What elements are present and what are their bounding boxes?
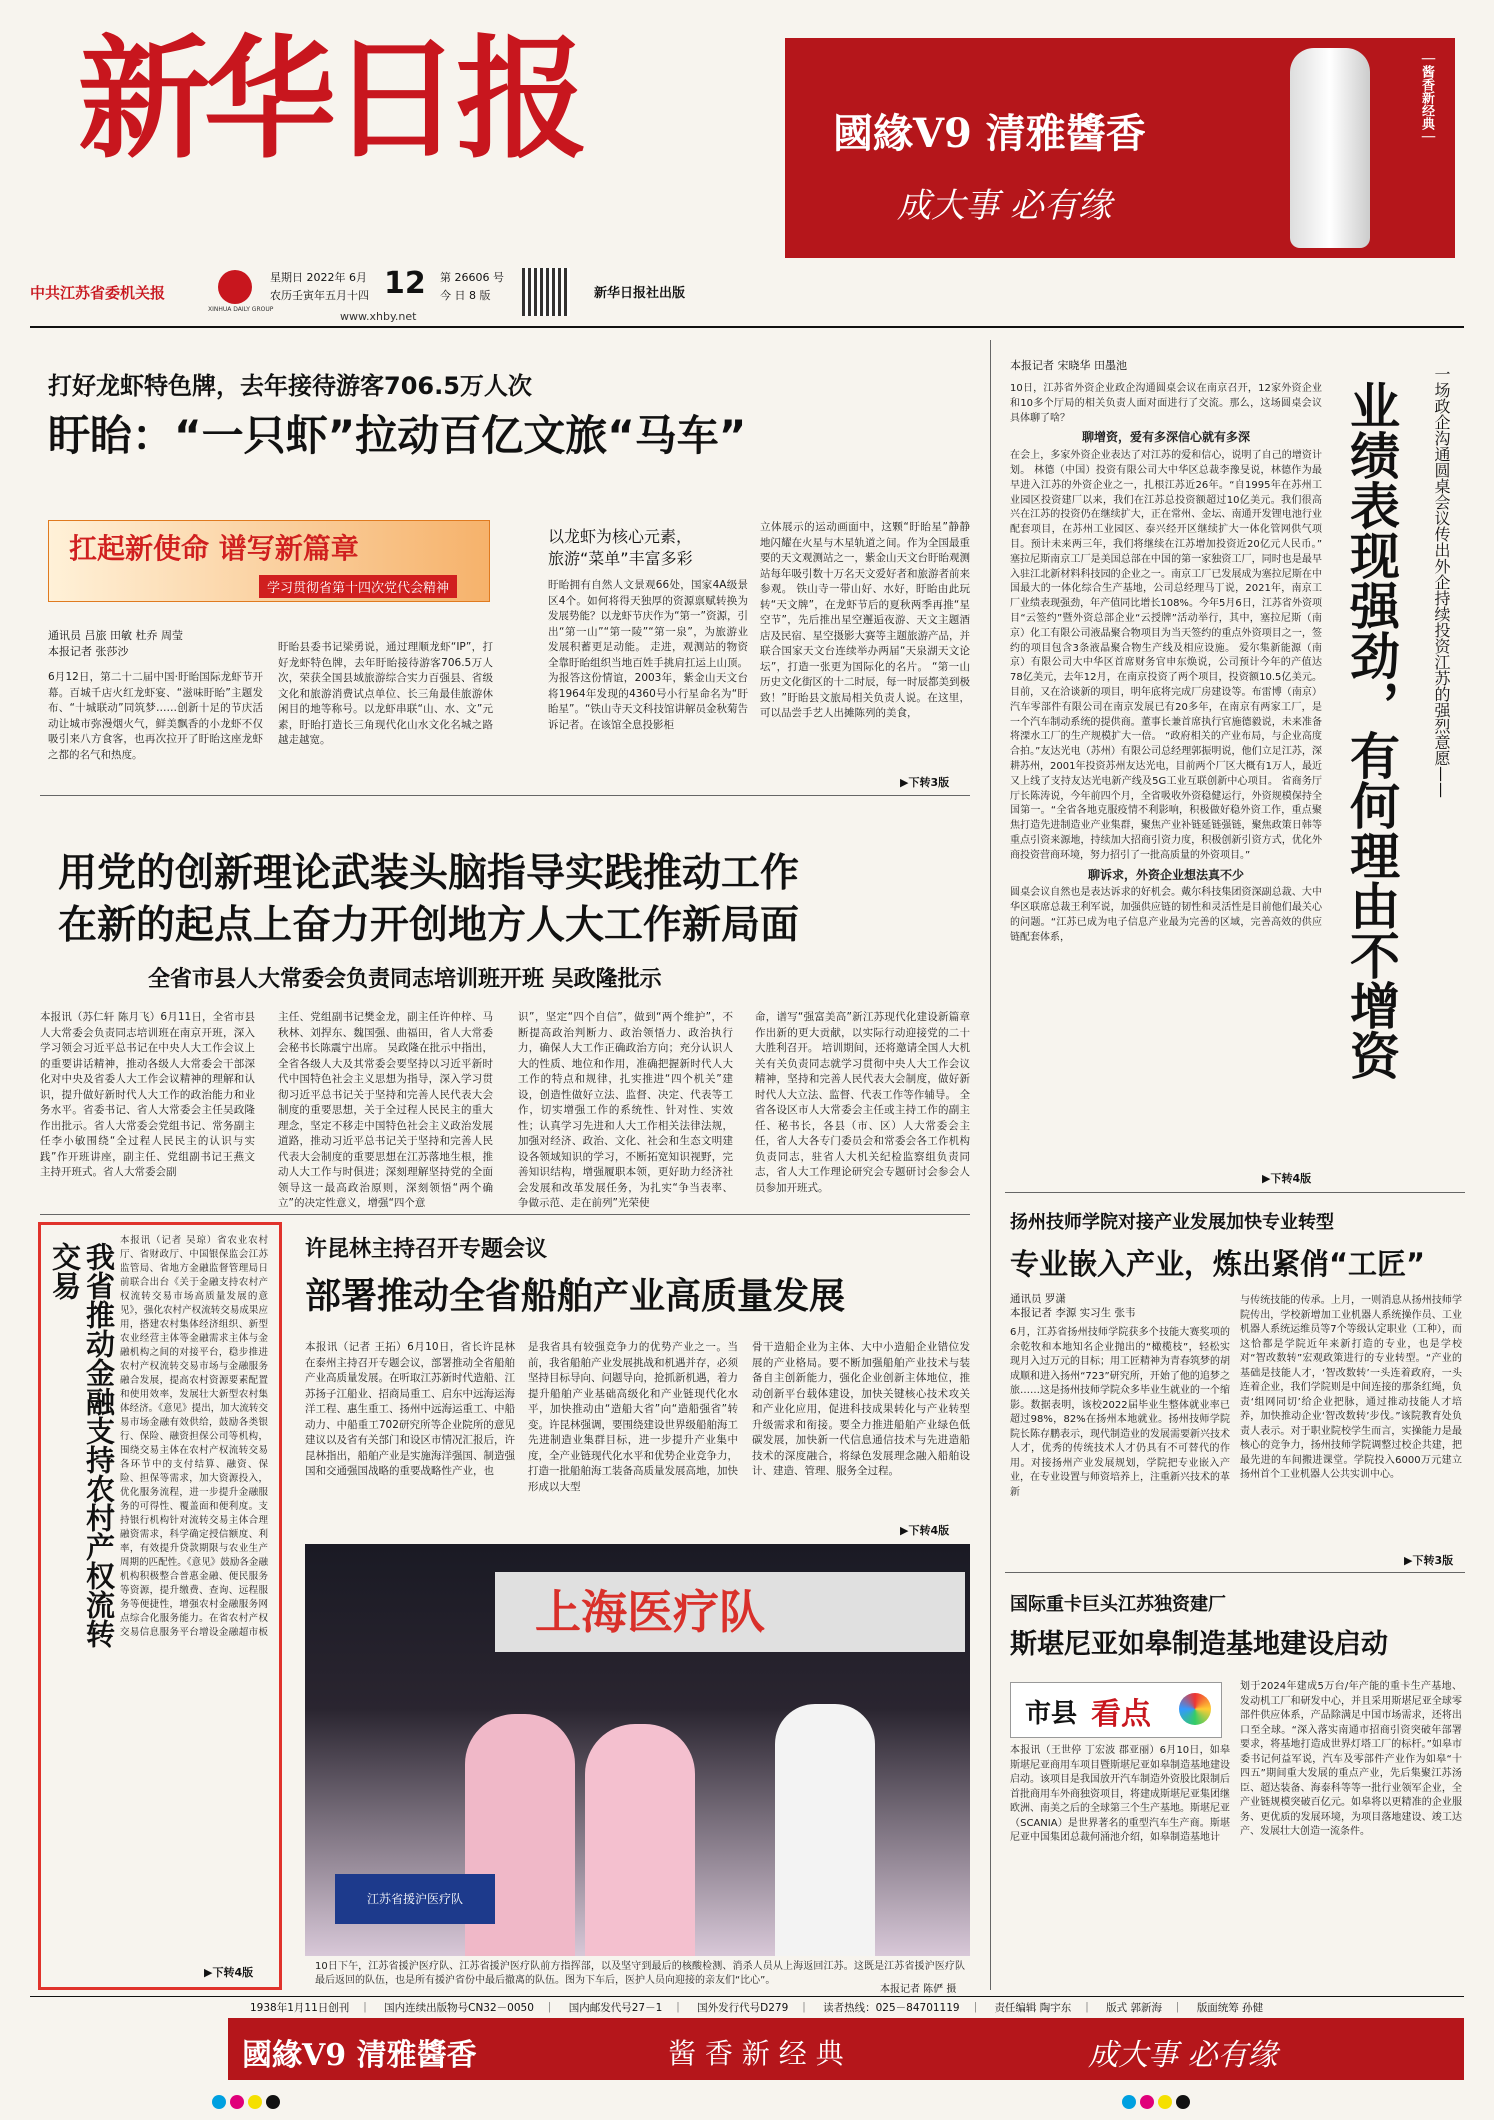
ship-headline: 部署推动全省船舶产业高质量发展 xyxy=(305,1276,846,1317)
ad-brand: 國緣V9 清雅醬香 xyxy=(833,110,1146,157)
ship-c3: 骨干造船企业为主体、大中小造船企业错位发展的产业格局。要不断加强船舶产业技术与装备自主创新能力，强化企业创新主体地位，推动创新平台载体建设，加快关键核心技术攻关和产业化应用，促进科技成果转化与产业转型升级需求和衔接。要全力推进船舶产业绿色低碳发展，加快新一代信息通信技术与先进造船技术的深度融合，将绿色发展理念融入船舶设计、建造、管理、服务全过程。 xyxy=(752,1341,970,1477)
finance-text-a: 本报讯（记者 吴琼）省农业农村厅、省财政厅、中国银保监会江苏监管局、省地方金融监督管理局日前联合出台《关于金融支持农村产权流转交易市场高质量发展的意见》，强化农村产权流转交易成果应用，搭建农村集体经济组织、新型农业经营主体等金融需求主体与金融机构之间的对接平台，稳步推进农村产权流转交易市场与金融服务融合发展，提高农村资源要素配置和使用效率，发展壮大新型农村集体经济。《意见》提出，加大流转交易市场金融有效供给，鼓励各类银行、保险、融资担保公司等机构，围绕交易主体在农村产权流转交易各环节中的支付结算、融资、保险、担保等需求，加大资源投入，优化服务流程，进一步提升金融服务的可得性、覆盖面和便利度。支持银行机构针对流转交易主体合理融资需求，科学确定授信额度、利率，有效提升贷款期限与农业生产周期的匹配性。《意见》鼓励各金融机构积极整合普惠金融、便民服务等资源，提升缴费、查询、远程服务等便捷性，增强农村金融服务网点综合化服务能力。在省农村产权交易信息服务平台增设金融超市板 xyxy=(120,1235,268,1638)
party-congress-banner xyxy=(48,520,490,602)
foreign-p8: 圆桌会议自然也是表达诉求的好机会。戴尔科技集团资深副总裁、大中华区联席总裁王利军说，加强供应链的韧性和灵活性是目前他们最关心的问题。“江苏已成为电子信息产业最为完善的区域，完善高效的供应链配套体系， xyxy=(1010,887,1322,943)
cyan-mark xyxy=(212,2095,226,2109)
date-day: 12 xyxy=(384,266,426,301)
finance-vertical-title: 我省推动金融支持农村产权流转交易 xyxy=(48,1242,116,1648)
foreign-p3: 林德（中国）投资有限公司大中华区总裁李豫旻说，林德作为最早进入江苏的外资企业之一，扎根江苏近26年。“自1995年在苏州工业园区投资建厂以来，我们在江苏总投资额超过10亿美元。我们很高兴在江苏的投资仍在继续扩大，正在常州、金坛、南通开发锂电池行业配套项目，在苏州工业园区、泰兴经开区继续扩大一体化管网供气项目。预计未来两三年，我们将继续在江苏增加投资近20亿元人民币。” xyxy=(1010,464,1322,550)
shrimp-byline: 通讯员 吕旅 田敏 杜乔 周莹 本报记者 张莎沙 xyxy=(48,629,183,658)
foreign-sub1: 聊增资，爱有多深信心就有多深 xyxy=(1081,430,1250,445)
bottom-ad-mid: 酱 香 新 经 典 xyxy=(668,2037,844,2070)
ship-c2: 是我省具有较强竞争力的优势产业之一。当前，我省船舶产业发展挑战和机遇并存，必须坚持目标导向、问题导向，抢抓新机遇，着力提升船舶产业基础高级化和产业链现代化水平，加快推动由“造船大省”向“造船强省”转变。许昆林强调，要围绕建设世界级船舶海工先进制造业集群目标，进一步提升产业集中度，全产业链现代化水平和优势企业竞争力，打造一批船舶海工装备高质量发展高地，加快形成以大型 xyxy=(528,1341,738,1493)
tech-kicker: 扬州技师学院对接产业发展加快专业转型 xyxy=(1010,1212,1334,1233)
footer-cn: 国内连续出版物号CN32－0050 xyxy=(384,2002,534,2014)
ad-bottle xyxy=(1290,48,1370,248)
issue-pages: 今 日 8 版 xyxy=(440,289,491,302)
badge-b: 看点 xyxy=(1091,1697,1151,1732)
foreign-p6: “政府相关的产业布局，与企业高度合拍。”友达光电（苏州）有限公司总经理郭振明说，他们立足江苏，深耕苏州，2001年投资苏州友达光电，目前两个厂区大概有1万人，最近又上线了支持友达光电新产线及5G工业互联创新中心项目。 xyxy=(1010,731,1322,787)
shrimp-rule xyxy=(40,795,970,796)
photo-person-white xyxy=(775,1704,875,1956)
footer-editor: 责任编辑 陶宇东 xyxy=(994,2002,1072,2014)
group-logo-text: XINHUA DAILY GROUP xyxy=(208,306,274,313)
tech-c2: 与传统技能的传承。上月，一则消息从扬州技师学院传出，学校新增加工业机器人系统操作员、工业机器人系统运维员等7个等级认定职业（工种），而这恰都是学院近年来新打造的专业，也是学校对“智改数转”宏观政策进行的专业转型。“产业的基础是技能人才，‘智改数转’一头连着政府，一头连着企业，我们学院则是中间连接的那条红绳，负责‘组网同切’给企业把脉，通过推动技能人才培养，加快推动企业‘智改数转’步伐。”该院教育处负责人表示。对于职业院校学生而言，实操能力是最核心的竞争力，扬州技师学院调整过校企共建，把最先进的车间搬进课堂。学院投入6000万元建立扬州首个工业机器人公共实训中心。 xyxy=(1240,1295,1462,1480)
foreign-vertical-headline: 业绩表现强劲，有何理由不增资 xyxy=(1342,380,1400,1080)
banner-sub: 学习贯彻省第十四次党代会精神 xyxy=(259,575,457,598)
date-line-1: 星期日 2022年 6月 xyxy=(270,271,367,284)
cyan-mark-r xyxy=(1122,2095,1136,2109)
npc-c2: 主任、党组副书记樊金龙，副主任许仲梓、马秋林、刘捍东、魏国强、曲福田，省人大常委会秘书长陈震宁出席。 xyxy=(278,1011,493,1054)
npc-col-3 xyxy=(518,1010,733,1208)
shrimp-p3: 盱眙拥有自然人文景观66处，国家4A级景区4个。如何将得天独厚的资源禀赋转换为发展势能？以龙虾节庆作为“第一”资源，引出“第一山”“第一陵”“第一泉”，为旅游业发展积蓄更足动能。 xyxy=(548,579,748,653)
ship-col-2 xyxy=(528,1340,738,1540)
finance-col-bottom xyxy=(46,1644,268,1960)
issue-number: 第 26606 号 xyxy=(440,271,504,284)
group-logo xyxy=(218,270,252,304)
ad-slogan: 成大事 必有缘 xyxy=(897,186,1112,226)
npc-col-4 xyxy=(755,1010,970,1208)
foreign-p4: 塞拉尼斯南京工厂是美国总部在中国的第一家独资工厂，同时也是最早入驻江北新材料科技园的企业之一。南京工厂已发展成为塞拉尼斯在中国最大的一体化综合生产基地，公司总经理马丁说，2021年，南京工厂业绩表现强劲，年产值同比增长108%。今年5月6日，江苏省外资项目“云签约”暨外资总部企业“云授牌”活动举行，其中，塞拉尼斯（南京）化工有限公司液晶聚合物项目为当天签约的重点外资项目之一，签约的项目包含3条液晶聚合物生产线及相应设施。 xyxy=(1010,553,1322,654)
scania-col-1 xyxy=(1010,1744,1230,1984)
masthead-title: 新华日报 xyxy=(78,22,582,177)
footer-checker: 版面统筹 孙健 xyxy=(1196,2002,1264,2014)
yellow-mark xyxy=(248,2095,262,2109)
bottom-ad-slogan: 成大事 必有缘 xyxy=(1088,2038,1278,2073)
shrimp-p5: 立体展示的运动画面中，这颗“盱眙星”静静地闪耀在火星与木星轨道之间。作为全国最重要的天文观测站之一，紫金山天文台盱眙观测站每年吸引数十万名天文爱好者和旅游者前来参观。 xyxy=(760,521,970,595)
masthead-organ: 中共江苏省委机关报 xyxy=(30,284,166,302)
scania-headline: 斯堪尼亚如皋制造基地建设启动 xyxy=(1010,1629,1388,1660)
foreign-p1: 10日，江苏省外资企业政企沟通圆桌会议在南京召开，12家外资企业和10多个厅局的相关负责人面对面进行了交流。那么，这场圆桌会议具体聊了啥？ xyxy=(1010,383,1322,424)
shrimp-col-2 xyxy=(278,640,493,790)
shrimp-p7: “第一山历史文化街区的十二时辰，每一时辰都美到极致！”盱眙县文旅局相关负责人说。在这里，可以品尝手艺人出摊陈列的美食， xyxy=(760,660,970,719)
tech-rule xyxy=(1005,1572,1465,1573)
scania-kicker: 国际重卡巨头江苏独资建厂 xyxy=(1010,1594,1226,1615)
shrimp-p4: 走进，观测站的物资全靠盱眙组织当地百姓手挑肩扛运上山顶。为报答这份情谊，2003年，紫金山天文台将1964年发现的4360号小行星命名为“盱眙星”。“铁山寺天文科技馆讲解员金秋菊告诉记者。在该馆全息投影柜 xyxy=(548,641,748,731)
photo-credit: 本报记者 陈俨 摄 xyxy=(880,1984,957,1995)
tech-more[interactable]: ▶下转3版 xyxy=(1404,1554,1454,1567)
foreign-p7: 省商务厅厅长陈涛说，今年前四个月，全省吸收外资稳健运行，外资规模保持全国第一。“全省各地克服疫情不利影响，积极做好稳外资工作，重点聚焦打造先进制造业产业集群，聚焦产业补链延链强链，聚焦政策日韩等重点引资来源地，持续加大招商引资力度，积极创新引资方式，优化外商投资营商环境，努力招引了一批高质量的外资项目。” xyxy=(1010,775,1322,861)
footer-foreign: 国外发行代号D279 xyxy=(697,2002,789,2014)
ship-c1: 本报讯（记者 王拓）6月10日，省长许昆林在泰州主持召开专题会议，部署推动全省船舶产业高质量发展。在听取江苏新时代造船、江苏扬子江船业、招商局重工、启东中远海运海洋工程、惠生重工、扬州中远海运重工、中船动力、中船重工702研究所等企业院所的意见建议以及省有关部门和设区市情况汇报后，许昆林指出，船舶产业是实施海洋强国、制造强国和交通强国战略的重要战略性产业，也 xyxy=(305,1341,515,1477)
magenta-mark xyxy=(230,2095,244,2109)
npc-headline-1: 用党的创新理论武装头脑指导实践推动工作 xyxy=(58,851,800,896)
ad-side-text: ｜酱香新经典｜ xyxy=(1419,52,1434,143)
shrimp-headline: 盱眙：“一只虾”拉动百亿文旅“马车” xyxy=(48,411,747,460)
badge-disc-icon xyxy=(1179,1693,1211,1725)
tech-col-2 xyxy=(1240,1294,1462,1552)
scania-c1: 本报讯（王世停 丁宏波 郡亚丽）6月10日，如皋斯堪尼亚商用车项目暨斯堪尼亚如皋制造基地建设启动。该项目是我国放开汽车制造外资股比限制后首批商用车外商独资项目，将建成斯堪尼亚集团继欧洲、南美之后的全球第三个生产基地。斯堪尼亚（SCANIA）是世界著名的重型汽车生产商。斯堪尼亚中国集团总裁何涌池介绍，如皋制造基地计 xyxy=(1010,1745,1230,1843)
scania-c2: 划于2024年建成5万台/年产能的重卡生产基地、发动机工厂和研发中心，并且采用斯堪尼亚全球零部件供应体系，产品除满足中国市场需求，还将出口至全球。“深入落实南通市招商引资突破年部署要求，将基地打造成世界灯塔工厂的标杆。”如皋市委书记何益军说，汽车及零部件产业作为如皋“十四五”期间重大发展的重点产业，先后集聚江苏汤臣、超达装备、海泰科等等一批行业领军企业，全产业链规模突破百亿元。如皋将以更精准的企业服务、更优质的发展环境，为项目落地建设、竣工达产、发展壮大创造一流条件。 xyxy=(1240,1681,1462,1837)
footer-founded: 1938年1月11日创刊 xyxy=(250,2002,350,2014)
photo-person-right xyxy=(585,1724,695,1956)
npc-headline-2: 在新的起点上奋力开创地方人大工作新局面 xyxy=(58,903,800,948)
shrimp-p6: 铁山寺一带山好、水好，盱眙由此玩转“天文牌”，在龙虾节后的夏秋两季再推“星空节”，先后推出星空邂逅夜游、天文主题酒店及民宿、星空摄影大赛等主题旅游产品，并联合国家天文台连续举办两届“天泉湖天文论坛”，打造一张更为国际化的名片。 xyxy=(760,583,970,673)
foreign-vertical-kicker: 一场政企沟通圆桌会议传出外企持续投资江苏的强烈意愿—— xyxy=(1432,366,1451,798)
footer-designer: 版式 郭新海 xyxy=(1106,2002,1162,2014)
black-mark-r xyxy=(1176,2095,1190,2109)
yellow-mark-r xyxy=(1158,2095,1172,2109)
qr-code xyxy=(522,268,570,316)
finance-col xyxy=(120,1234,268,1640)
npc-rule xyxy=(40,1214,970,1215)
ship-col-1 xyxy=(305,1340,515,1540)
npc-subhead: 全省市县人大常委会负责同志培训班开班 吴政隆批示 xyxy=(148,967,662,992)
npc-c4: 识”，坚定“四个自信”，做到“两个维护”，不断提高政治判断力、政治领悟力、政治执行力，确保人大工作正确政治方向；充分认识人大的性质、地位和作用，准确把握新时代人大工作的特点和规律，扎实推进“四个机关”建设，创造性做好立法、监督、决定、代表等工作，切实增强工作的系统性、针对性、实效性；认真学习先进和人大工作相关法律法规，加强对经济、政治、文化、社会和生态文明建设各领域知识的学习，不断拓宽知识视野，完善知识结构，增强履职本领，更好助力经济社会发展和改革发展任务，为扎实“争当表率、争做示范、走在前列”光荣使 xyxy=(518,1011,733,1208)
publisher: 新华日报社出版 xyxy=(594,286,686,301)
website: www.xhby.net xyxy=(340,310,417,323)
shrimp-col-1 xyxy=(48,670,263,790)
shrimp-col-4 xyxy=(760,520,970,770)
foreign-rule xyxy=(1005,1192,1465,1193)
npc-c5: 命，谱写“强富美高”新江苏现代化建设新篇章作出新的更大贡献，以实际行动迎接党的二十大胜利召开。 xyxy=(755,1011,970,1054)
color-registration-marks xyxy=(210,2094,410,2110)
foreign-more[interactable]: ▶下转4版 xyxy=(1262,1172,1312,1185)
ship-kicker: 许昆林主持召开专题会议 xyxy=(305,1237,548,1262)
foreign-sub2: 聊诉求，外资企业想法真不少 xyxy=(1087,867,1244,882)
npc-col-2 xyxy=(278,1010,493,1208)
photo-sign: 上海医疗队 xyxy=(495,1572,965,1652)
top-advertisement xyxy=(785,38,1455,258)
magenta-mark-r xyxy=(1140,2095,1154,2109)
finance-more[interactable]: ▶下转4版 xyxy=(204,1966,254,1979)
photo-bag-label: 江苏省援沪医疗队 xyxy=(335,1874,495,1924)
shrimp-p2: 盱眙县委书记梁勇说，通过理顺龙虾“IP”，打好龙虾特色牌，去年盱眙接待游客706.5万人次，荣获全国县域旅游综合实力百强县、省级文化和旅游消费试点单位、长三角最佳旅游休闲目的地等称号。以龙虾串联“山、水、文”元素，盱眙打造长三角现代化山水文化名城之路越走越宽。 xyxy=(278,641,493,746)
black-mark xyxy=(266,2095,280,2109)
ship-col-3 xyxy=(752,1340,970,1516)
tech-headline: 专业嵌入产业，炼出紧俏“工匠” xyxy=(1010,1247,1426,1281)
scania-col-2 xyxy=(1240,1680,1462,1984)
banner-main: 扛起新使命 谱写新篇章 xyxy=(69,532,359,565)
foreign-col xyxy=(1010,382,1322,1166)
masthead-rule xyxy=(30,326,1464,328)
shrimp-p1: 6月12日，第二十二届中国·盱眙国际龙虾节开幕。百城千店火红龙虾宴、“滋味盱眙”主题发布、“十城联动”同筑梦……创新十足的节庆活动让城市弥漫烟火气，鲜美飘香的小龙虾不仅吸引来八方食客，也再次拉开了盱眙这座龙虾之都的名气和热度。 xyxy=(48,671,263,761)
tech-col-1 xyxy=(1010,1326,1230,1554)
footer-info: 1938年1月11日创刊 ｜ 国内连续出版物号CN32－0050 ｜ 国内邮发代号27－1 ｜ 国外发行代号D279 ｜ 读者热线：025－84701119 ｜ 责任编辑 陶宇东 ｜ 版式 郭新海 ｜ 版面统筹 孙健 xyxy=(250,2002,1264,2014)
column-divider xyxy=(990,340,991,1990)
npc-c1: 本报讯（苏仁轩 陈月飞）6月11日，全省市县人大常委会负责同志培训班在南京开班，深入学习领会习近平总书记在中央人大工作会议上的重要讲话精神，推动各级人大常委会干部深化对中央及省委人大工作会议精神的理解和认识，提升做好新时代人大工作的政治能力和业务水平。省委书记、省人大常委会主任吴政隆作出批示。省人大常委会党组书记、常务副主任李小敏围绕“全过程人民民主的认识与实践”作开班讲座，副主任、党组副书记王燕文主持开班式。省人大常委会副 xyxy=(40,1011,255,1178)
date-line-2: 农历壬寅年五月十四 xyxy=(270,289,369,302)
shrimp-subhead: 以龙虾为核心元素， 旅游“菜单”丰富多彩 xyxy=(548,527,693,568)
npc-c6: 培训期间，还将邀请全国人大机关有关负责同志就学习贯彻中央人大工作会议精神，坚持和完善人民代表大会制度，做好新时代人大立法、监督、代表工作等作辅导。 xyxy=(755,1042,970,1101)
foreign-p2: 在会上，多家外资企业表达了对江苏的爱和信心，说明了自己的增资计划。 xyxy=(1010,450,1322,476)
photo-caption: 10日下午，江苏省援沪医疗队、江苏省援沪医疗队前方指挥部，以及坚守到最后的核酸检测、消杀人员从上海返回江苏。这既是江苏省援沪医疗队最后返回的队伍，也是所有援沪省份中最后撤离的队伍。图为下车后，医护人员向迎接的亲友们“比心”。 xyxy=(315,1961,965,1986)
photo-caption-box xyxy=(315,1960,965,1996)
footer-post: 国内邮发代号27－1 xyxy=(568,2002,663,2014)
foreign-byline: 本报记者 宋晓华 田墨池 xyxy=(1010,359,1127,372)
shrimp-col-3 xyxy=(548,578,748,790)
news-photo xyxy=(305,1544,970,1956)
tech-c1: 6月，江苏省扬州技师学院获多个技能大赛奖项的余乾牧和本地知名企业抛出的“橄榄枝”，轻松实现月入过万元的目标；用工匠精神为青春筑梦的胡成顺和进入扬州“723”研究所，开始了他的追梦之旅……这是扬州技师学院众多毕业生就业的一个缩影。数据表明，该校2022届毕业生整体就业率已超过98%，82%在扬州本地就业。扬州技师学院院长陈存鹏表示，现代制造业的发展需要新兴技术人才，优秀的传统技术人才仍具有不可替代的作用。对接扬州产业发展规划，学院把专业嵌入产业，在专业设置与师资培养上，注重新兴技术的革新 xyxy=(1010,1327,1230,1498)
npc-col-1 xyxy=(40,1010,255,1208)
shrimp-more[interactable]: ▶下转3版 xyxy=(900,776,950,789)
shrimp-kicker: 打好龙虾特色牌，去年接待游客706.5万人次 xyxy=(48,372,532,400)
npc-c3: 吴政隆在批示中指出，全省各级人大及其常委会要坚持以习近平新时代中国特色社会主义思想为指导，深入学习贯彻习近平总书记关于坚持和完善人民代表大会制度的重要思想，关于全过程人民民主的重大理念，坚定不移走中国特色社会主义政治发展道路，推动习近平总书记关于坚持和完善人民代表大会制度的重要思想在江苏落地生根，推动人大工作与时俱进；深刻理解坚持党的全面领导这一最高政治原则，深刻领悟“两个确立”的决定性意义，增强“四个意 xyxy=(278,1042,493,1208)
color-registration-marks-right xyxy=(1120,2094,1320,2110)
footer-hotline: 读者热线：025－84701119 xyxy=(823,2002,960,2014)
bottom-ad-brand: 國緣V9 清雅醬香 xyxy=(242,2038,477,2073)
bottom-advertisement xyxy=(228,2018,1464,2080)
tech-byline: 通讯员 罗潇 本报记者 李源 实习生 张韦 xyxy=(1010,1293,1136,1319)
ship-more[interactable]: ▶下转4版 xyxy=(900,1524,950,1537)
city-highlight-badge xyxy=(1010,1682,1222,1738)
badge-a: 市县 xyxy=(1025,1699,1078,1729)
footer-rule xyxy=(30,1996,1464,1997)
npc-c7: 全省各设区市人大常委会主任或主持工作的副主任、秘书长，各县（市、区）人大常委会主任，省人大各专门委员会和常委会各工作机构负责同志，驻省人大机关纪检监察组负责同志，省人大工作理论研究会专题研讨会参会人员参加开班式。 xyxy=(755,1088,970,1194)
foreign-p5: 爱尔集新能源（南京）有限公司大中华区首席财务官申东焕说，公司预计今年的产值达78亿美元，去年12月，在南京投资了两个项目，投资额10.5亿美元。目前，又在洽谈新的项目，明年底将完成厂房建设等。布雷博（南京）汽车零部件有限公司在南京发展已有20多年，在南京有两家工厂，是一个汽车制动系统的提供商。董事长兼首席执行官施德毅说，未来准备将溧水工厂的生产规模扩大一倍。 xyxy=(1010,642,1322,743)
